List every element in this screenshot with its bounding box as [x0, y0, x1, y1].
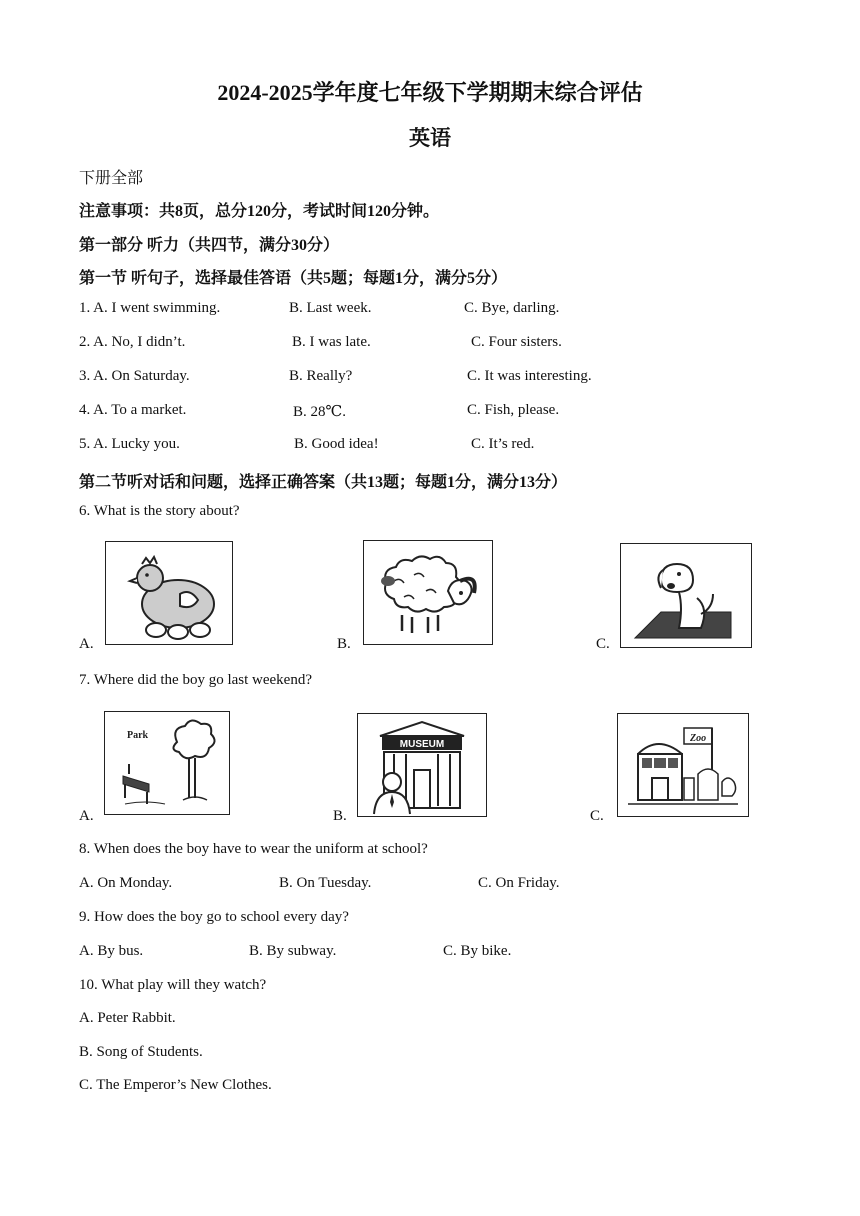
sheep-icon	[363, 540, 493, 645]
option-b: B. 28℃.	[293, 404, 347, 420]
option-a: 1. A. I went swimming.	[79, 300, 221, 316]
museum-icon	[357, 713, 487, 817]
option-b: B. By subway.	[249, 943, 337, 959]
option-a: A. On Monday.	[79, 875, 173, 891]
option-a: A. Peter Rabbit.	[79, 1010, 176, 1026]
option-b: B. On Tuesday.	[279, 875, 372, 891]
option-a: 4. A. To a market.	[79, 402, 187, 418]
option-c: C. By bike.	[443, 943, 512, 959]
option-c: C. Four sisters.	[471, 334, 562, 350]
option-b-label: B.	[333, 808, 347, 824]
notice-text: 注意事项：共8页，总分120分，考试时间120分钟。	[79, 203, 440, 220]
park-icon	[104, 711, 230, 815]
hen-icon	[105, 541, 233, 645]
option-a: A. By bus.	[79, 943, 144, 959]
option-b: B. Good idea!	[294, 436, 379, 452]
museum-sign-text: MUSEUM	[399, 739, 445, 750]
exam-title: 2024-2025学年度七年级下学期期末综合评估	[217, 80, 643, 105]
question-6-stem: 6. What is the story about?	[79, 503, 240, 519]
option-c: C. It was interesting.	[467, 368, 592, 384]
option-b: B. Song of Students.	[79, 1044, 203, 1060]
option-c: C. Fish, please.	[467, 402, 560, 418]
dog-icon	[620, 543, 752, 648]
option-b-label: B.	[337, 636, 351, 652]
option-c: C. Bye, darling.	[464, 300, 560, 316]
option-a-label: A.	[79, 808, 94, 824]
part1-heading: 第一部分 听力（共四节，满分30分）	[79, 237, 340, 254]
section1-heading: 第一节 听句子，选择最佳答语（共5题；每题1分，满分5分）	[79, 270, 508, 287]
park-sign-text: Park	[127, 730, 149, 741]
option-c-label: C.	[596, 636, 610, 652]
option-a-label: A.	[79, 636, 94, 652]
scope-text: 下册全部	[79, 170, 144, 187]
option-b: B. Last week.	[289, 300, 372, 316]
question-7-stem: 7. Where did the boy go last weekend?	[79, 672, 312, 688]
zoo-sign-text: Zoo	[690, 733, 707, 744]
option-b: B. Really?	[289, 368, 353, 384]
option-a: 3. A. On Saturday.	[79, 368, 190, 384]
question-8-stem: 8. When does the boy have to wear the uniform at school?	[79, 841, 428, 857]
option-c-label: C.	[590, 808, 604, 824]
zoo-icon	[617, 713, 749, 817]
question-9-stem: 9. How does the boy go to school every day?	[79, 909, 349, 925]
option-a: 5. A. Lucky you.	[79, 436, 180, 452]
option-a: 2. A. No, I didn’t.	[79, 334, 186, 350]
option-c: C. The Emperor’s New Clothes.	[79, 1077, 272, 1093]
option-b: B. I was late.	[292, 334, 371, 350]
section2-heading: 第二节听对话和问题，选择正确答案（共13题；每题1分，满分13分）	[79, 474, 568, 491]
option-c: C. On Friday.	[478, 875, 560, 891]
question-10-stem: 10. What play will they watch?	[79, 977, 267, 993]
subject-title: 英语	[409, 126, 451, 150]
option-c: C. It’s red.	[471, 436, 535, 452]
